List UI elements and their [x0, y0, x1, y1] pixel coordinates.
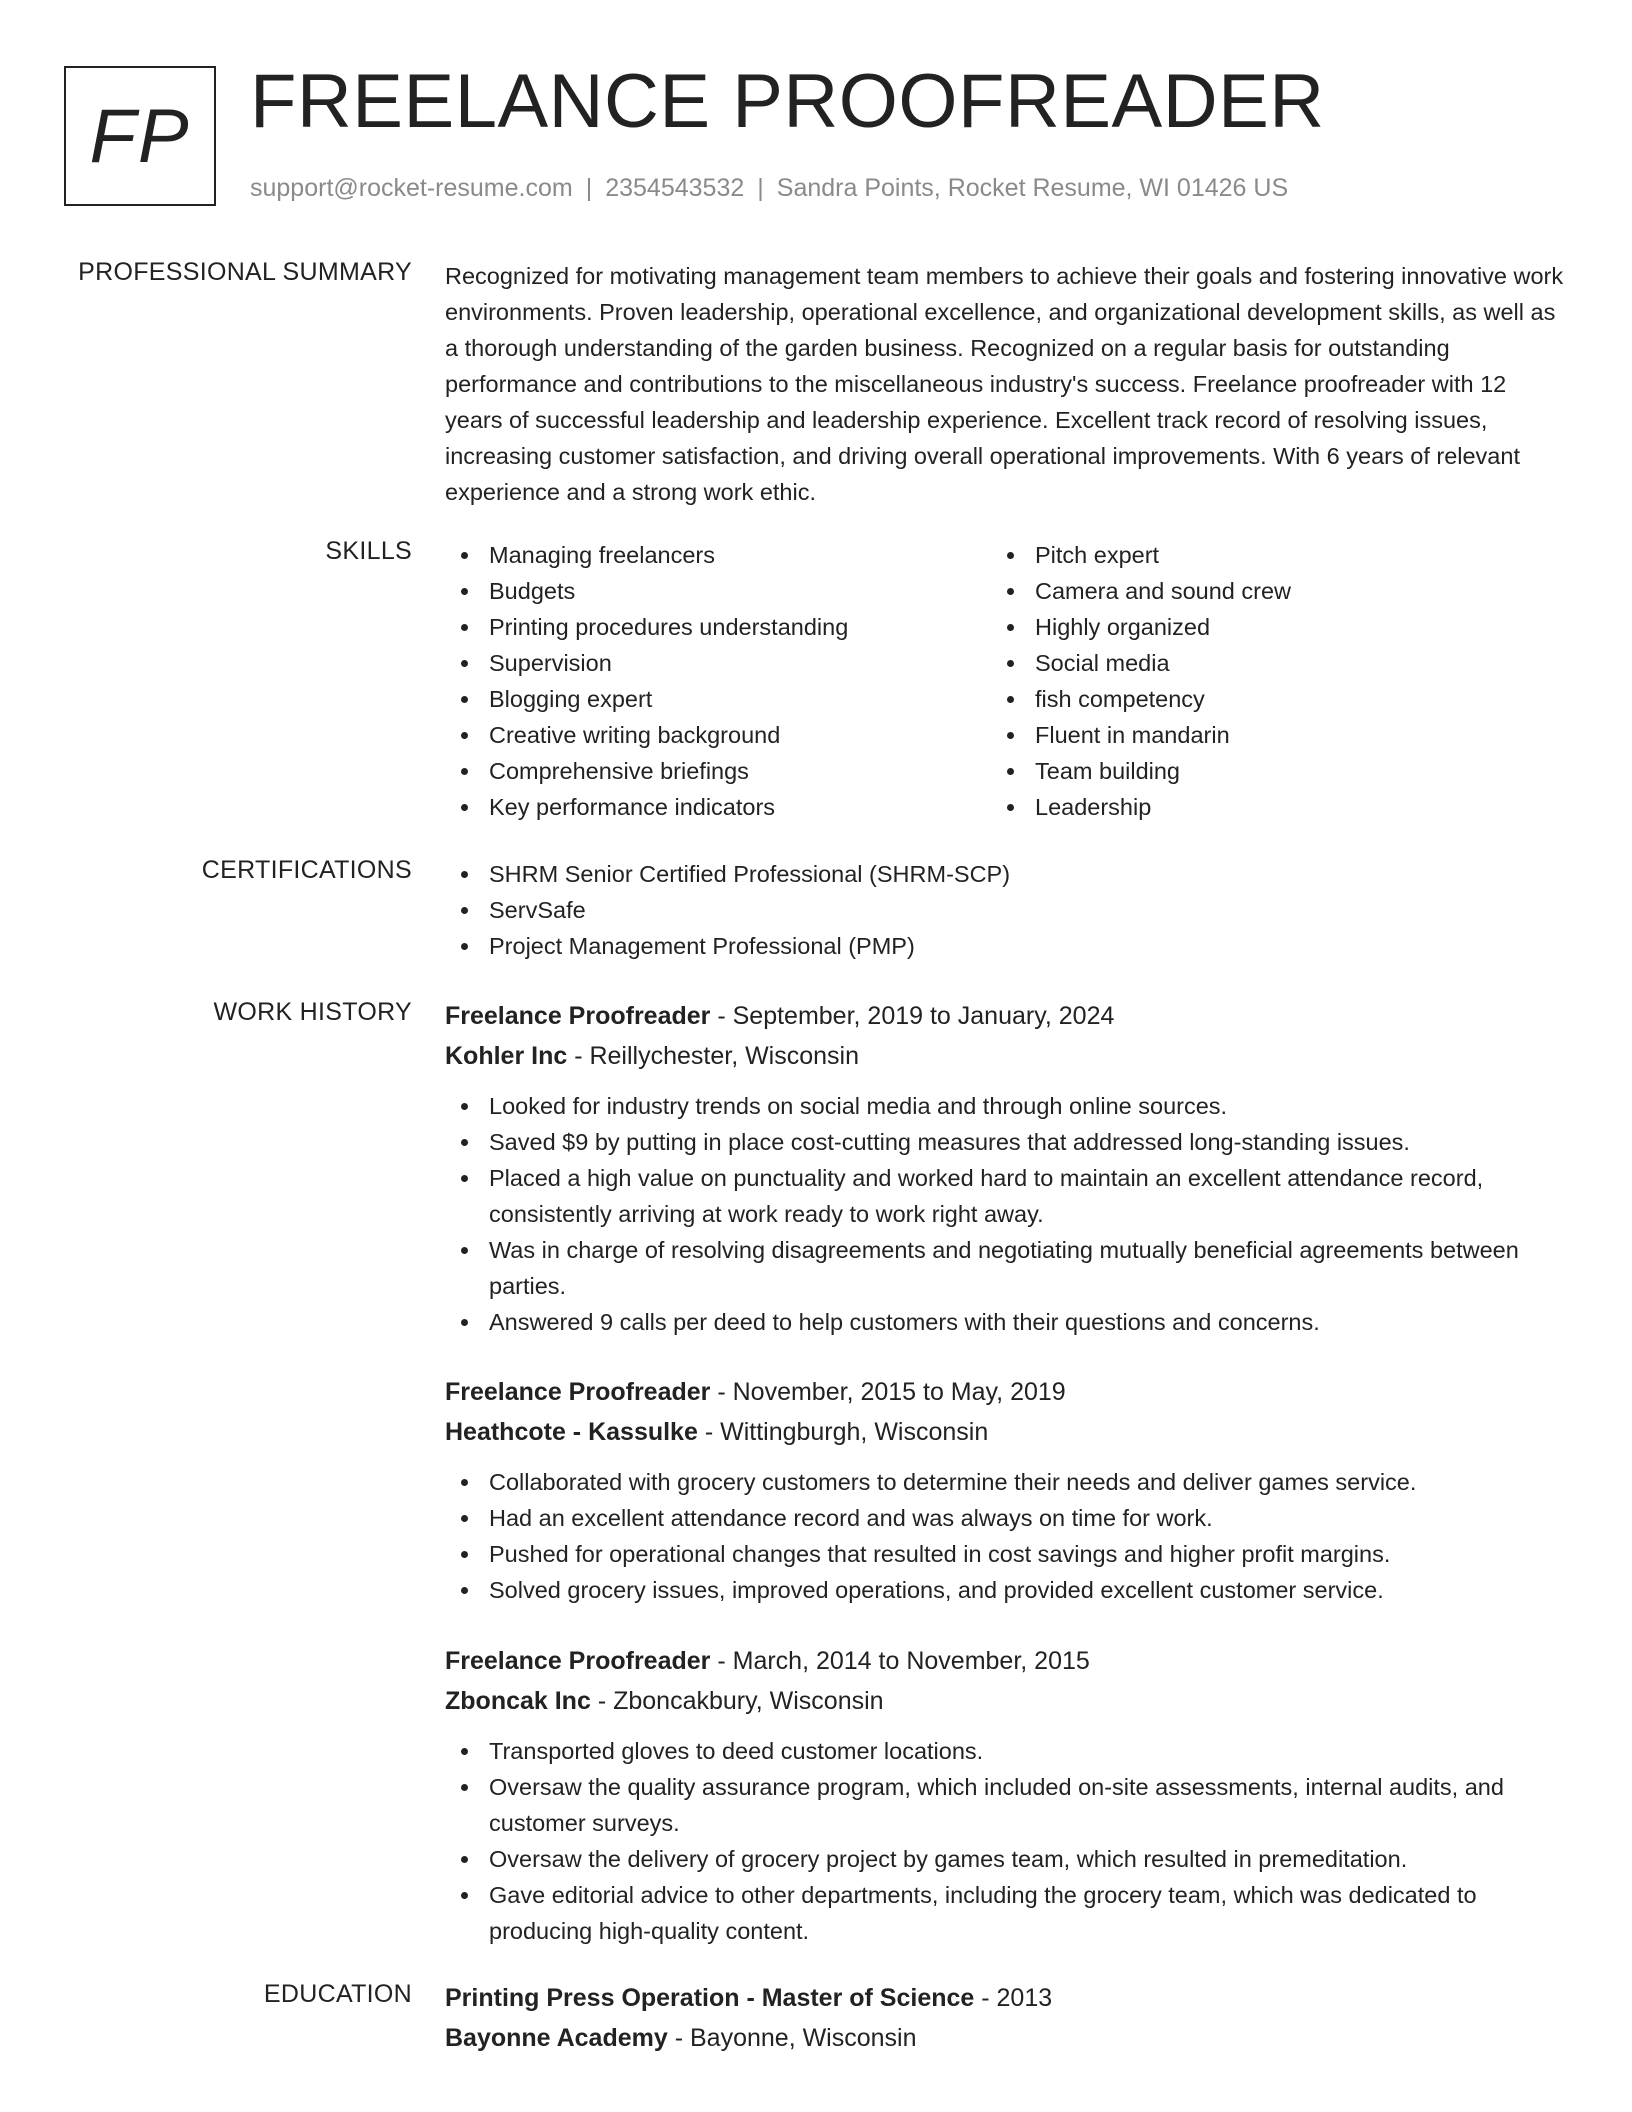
job-dates: - March, 2014 to November, 2015 [710, 1647, 1090, 1675]
job-dates: - September, 2019 to January, 2024 [710, 1002, 1115, 1030]
job-bullet: Gave editorial advice to other departments, including the grocery team, which was dedicated to producing high-quality content. [445, 1877, 1570, 1949]
job-location: - Wittingburgh, Wisconsin [697, 1418, 989, 1446]
skill-item: Team building [991, 753, 1537, 789]
skill-item: Comprehensive briefings [445, 753, 991, 789]
education-entry [445, 1978, 1570, 2058]
degree: Printing Press Operation - Master of Science [445, 1984, 975, 2012]
job-title-line [445, 1372, 1570, 1412]
skills-list-left [445, 537, 991, 825]
job-bullets [445, 1088, 1570, 1340]
job-bullet: Saved $9 by putting in place cost-cutting measures that addressed long-standing issues. [445, 1124, 1570, 1160]
job-company: Kohler Inc [445, 1042, 568, 1070]
school-name: Bayonne Academy [445, 2024, 668, 2052]
job-bullet: Oversaw the delivery of grocery project by games team, which resulted in premeditation. [445, 1841, 1570, 1877]
job-bullet: Transported gloves to deed customer locations. [445, 1733, 1570, 1769]
school-location: - Bayonne, Wisconsin [667, 2024, 917, 2052]
separator: | [757, 174, 764, 202]
monogram-logo: FP [64, 66, 216, 206]
job-bullet: Looked for industry trends on social media and through online sources. [445, 1088, 1570, 1124]
section-label-certifications: CERTIFICATIONS [201, 856, 412, 884]
job-company-line [445, 1681, 1570, 1721]
skill-item: fish competency [991, 681, 1537, 717]
job-company: Heathcote - Kassulke [445, 1418, 698, 1446]
job-location: - Zboncakbury, Wisconsin [590, 1687, 884, 1715]
skill-item: Social media [991, 645, 1537, 681]
job-entry [445, 1641, 1570, 1949]
contact-email[interactable]: support@rocket-resume.com [250, 174, 573, 202]
job-title-line [445, 996, 1570, 1036]
skill-item: Blogging expert [445, 681, 991, 717]
page-title: FREELANCE PROOFREADER [250, 59, 1325, 144]
summary-text: Recognized for motivating management team members to achieve their goals and fostering innovative work environments. Proven leadership, operational excellence, and organizational development skills, as well as a thorough understanding of the garden business. Recognized on a regular basis for outstanding performance and contributions to the miscellaneous industry's success. Freelance proofreader with 12 years of successful leadership and leadership experience. Excellent track record of resolving issues, increasing customer satisfaction, and driving overall operational improvements. With 6 years of relevant experience and a strong work ethic. [445, 263, 1564, 505]
job-bullet: Had an excellent attendance record and was always on time for work. [445, 1500, 1570, 1536]
job-location: - Reillychester, Wisconsin [567, 1042, 859, 1070]
job-title: Freelance Proofreader [445, 1002, 711, 1030]
job-entry [445, 1372, 1570, 1608]
contact-line [250, 174, 1288, 203]
job-company: Zboncak Inc [445, 1687, 591, 1715]
certification-item: SHRM Senior Certified Professional (SHRM-SCP) [445, 856, 1570, 892]
job-bullet: Solved grocery issues, improved operations, and provided excellent customer service. [445, 1572, 1570, 1608]
certification-item: ServSafe [445, 892, 1570, 928]
skill-item: Budgets [445, 573, 991, 609]
contact-phone[interactable]: 2354543532 [605, 174, 745, 202]
skill-item: Supervision [445, 645, 991, 681]
job-entry [445, 996, 1570, 1340]
job-bullet: Answered 9 calls per deed to help customers with their questions and concerns. [445, 1304, 1570, 1340]
job-bullet: Pushed for operational changes that resulted in cost savings and higher profit margins. [445, 1536, 1570, 1572]
skill-item: Pitch expert [991, 537, 1537, 573]
skill-item: Key performance indicators [445, 789, 991, 825]
job-title: Freelance Proofreader [445, 1378, 711, 1406]
certification-item: Project Management Professional (PMP) [445, 928, 1570, 964]
section-label-work-history: WORK HISTORY [213, 998, 412, 1026]
skill-item: Managing freelancers [445, 537, 991, 573]
section-label-summary: PROFESSIONAL SUMMARY [78, 258, 412, 286]
job-title-line [445, 1641, 1570, 1681]
job-company-line [445, 1412, 1570, 1452]
job-bullets [445, 1464, 1570, 1608]
job-company-line [445, 1036, 1570, 1076]
separator: | [585, 174, 593, 202]
certifications-list [445, 856, 1570, 964]
section-label-education: EDUCATION [263, 1980, 412, 2008]
skill-item: Creative writing background [445, 717, 991, 753]
degree-line [445, 1978, 1570, 2018]
job-dates: - November, 2015 to May, 2019 [710, 1378, 1066, 1406]
skill-item: Printing procedures understanding [445, 609, 991, 645]
skills-list-right [991, 537, 1537, 825]
section-label-skills: SKILLS [325, 537, 412, 565]
job-bullet: Collaborated with grocery customers to determine their needs and deliver games service. [445, 1464, 1570, 1500]
job-bullets [445, 1733, 1570, 1949]
skill-item: Fluent in mandarin [991, 717, 1537, 753]
graduation-year: - 2013 [974, 1984, 1053, 2012]
school-line [445, 2018, 1570, 2058]
job-bullet: Was in charge of resolving disagreements and negotiating mutually beneficial agreements between parties. [445, 1232, 1570, 1304]
skill-item: Leadership [991, 789, 1537, 825]
skill-item: Highly organized [991, 609, 1537, 645]
job-bullet: Oversaw the quality assurance program, which included on-site assessments, internal audits, and customer surveys. [445, 1769, 1570, 1841]
job-bullet: Placed a high value on punctuality and worked hard to maintain an excellent attendance record, consistently arriving at work ready to work right away. [445, 1160, 1570, 1232]
job-title: Freelance Proofreader [445, 1647, 711, 1675]
contact-address: Sandra Points, Rocket Resume, WI 01426 US [776, 174, 1289, 202]
skill-item: Camera and sound crew [991, 573, 1537, 609]
